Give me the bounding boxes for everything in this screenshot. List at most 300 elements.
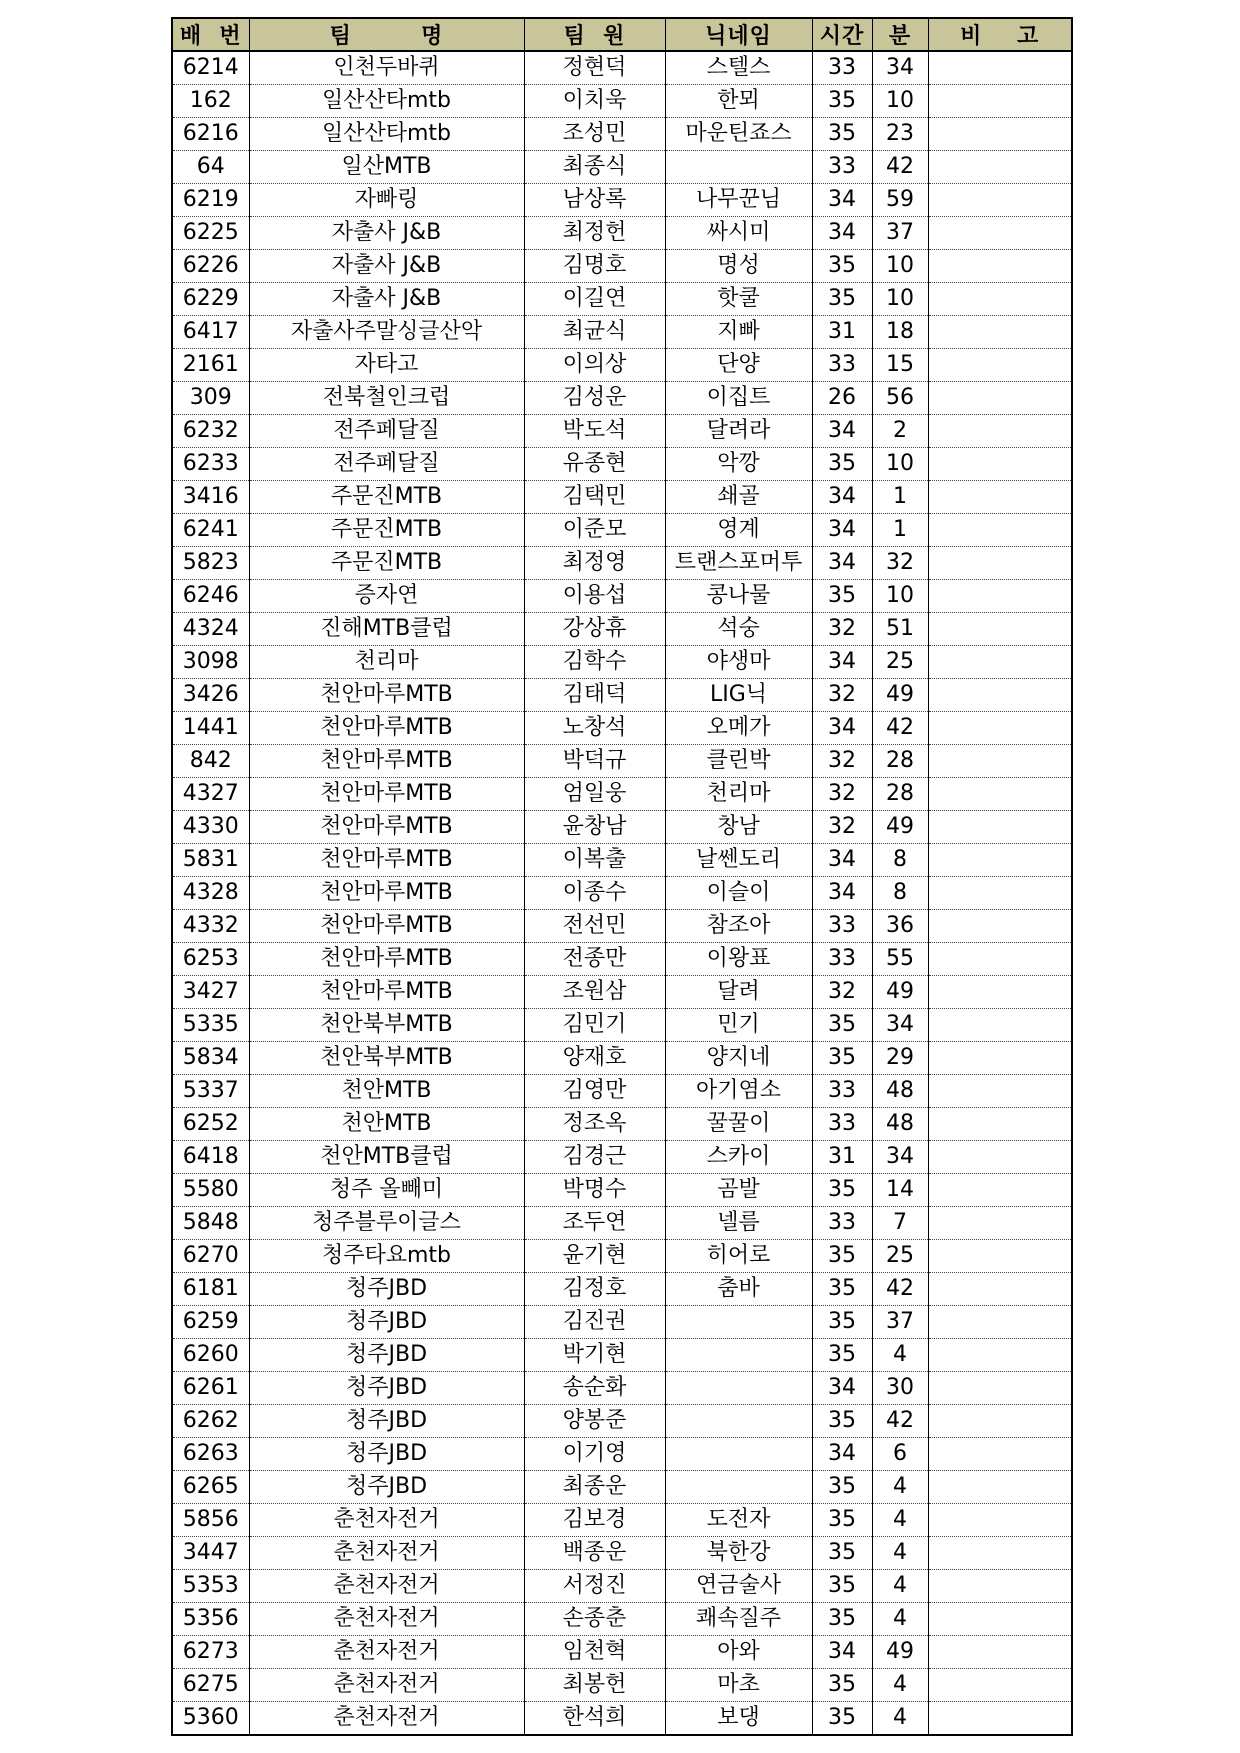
team-name-cell: 진해MTB클럽 bbox=[249, 613, 524, 646]
hours-cell: 35 bbox=[812, 1504, 872, 1537]
table-row bbox=[172, 679, 1072, 712]
table-row bbox=[172, 1504, 1072, 1537]
remarks-cell bbox=[928, 1702, 1072, 1736]
remarks-cell bbox=[928, 217, 1072, 250]
minutes-cell: 15 bbox=[872, 349, 928, 382]
remarks-cell bbox=[928, 712, 1072, 745]
member-cell: 김태덕 bbox=[524, 679, 665, 712]
remarks-cell bbox=[928, 943, 1072, 976]
member-cell: 엄일웅 bbox=[524, 778, 665, 811]
member-cell: 이치욱 bbox=[524, 85, 665, 118]
table-row bbox=[172, 877, 1072, 910]
table-row bbox=[172, 151, 1072, 184]
table-row bbox=[172, 1306, 1072, 1339]
table-row bbox=[172, 1537, 1072, 1570]
header-team-name: 팀 명 bbox=[249, 18, 524, 51]
bib-number-cell: 5848 bbox=[172, 1207, 249, 1240]
remarks-cell bbox=[928, 184, 1072, 217]
hours-cell: 32 bbox=[812, 613, 872, 646]
member-cell: 윤기현 bbox=[524, 1240, 665, 1273]
table-row bbox=[172, 514, 1072, 547]
remarks-cell bbox=[928, 1438, 1072, 1471]
nickname-cell: 북한강 bbox=[665, 1537, 812, 1570]
table-row bbox=[172, 1042, 1072, 1075]
hours-cell: 35 bbox=[812, 1603, 872, 1636]
bib-number-cell: 5360 bbox=[172, 1702, 249, 1736]
table-row bbox=[172, 349, 1072, 382]
nickname-cell: 마운틴죠스 bbox=[665, 118, 812, 151]
bib-number-cell: 6225 bbox=[172, 217, 249, 250]
bib-number-cell: 5834 bbox=[172, 1042, 249, 1075]
member-cell: 조원삼 bbox=[524, 976, 665, 1009]
hours-cell: 35 bbox=[812, 1471, 872, 1504]
bib-number-cell: 6216 bbox=[172, 118, 249, 151]
header-minutes: 분 bbox=[872, 18, 928, 51]
bib-number-cell: 6252 bbox=[172, 1108, 249, 1141]
results-table bbox=[171, 17, 1073, 1736]
minutes-cell: 42 bbox=[872, 1405, 928, 1438]
table-row bbox=[172, 415, 1072, 448]
table-row bbox=[172, 1603, 1072, 1636]
header-member: 팀 원 bbox=[524, 18, 665, 51]
minutes-cell: 10 bbox=[872, 85, 928, 118]
nickname-cell: 명성 bbox=[665, 250, 812, 283]
member-cell: 서정진 bbox=[524, 1570, 665, 1603]
table-row bbox=[172, 51, 1072, 85]
table-row bbox=[172, 1372, 1072, 1405]
remarks-cell bbox=[928, 448, 1072, 481]
minutes-cell: 42 bbox=[872, 151, 928, 184]
bib-number-cell: 5823 bbox=[172, 547, 249, 580]
team-name-cell: 주문진MTB bbox=[249, 547, 524, 580]
team-name-cell: 춘천자전거 bbox=[249, 1702, 524, 1736]
nickname-cell: 꿀꿀이 bbox=[665, 1108, 812, 1141]
table-row bbox=[172, 1471, 1072, 1504]
team-name-cell: 전주페달질 bbox=[249, 415, 524, 448]
minutes-cell: 8 bbox=[872, 877, 928, 910]
hours-cell: 35 bbox=[812, 1669, 872, 1702]
member-cell: 최정영 bbox=[524, 547, 665, 580]
minutes-cell: 1 bbox=[872, 481, 928, 514]
hours-cell: 35 bbox=[812, 1339, 872, 1372]
table-row bbox=[172, 1075, 1072, 1108]
bib-number-cell: 6241 bbox=[172, 514, 249, 547]
member-cell: 최종식 bbox=[524, 151, 665, 184]
hours-cell: 34 bbox=[812, 877, 872, 910]
minutes-cell: 7 bbox=[872, 1207, 928, 1240]
remarks-cell bbox=[928, 1174, 1072, 1207]
table-row bbox=[172, 778, 1072, 811]
table-row bbox=[172, 1636, 1072, 1669]
member-cell: 전선민 bbox=[524, 910, 665, 943]
hours-cell: 32 bbox=[812, 778, 872, 811]
nickname-cell bbox=[665, 1438, 812, 1471]
minutes-cell: 4 bbox=[872, 1702, 928, 1736]
remarks-cell bbox=[928, 646, 1072, 679]
hours-cell: 35 bbox=[812, 283, 872, 316]
minutes-cell: 4 bbox=[872, 1339, 928, 1372]
team-name-cell: 천안마루MTB bbox=[249, 976, 524, 1009]
minutes-cell: 4 bbox=[872, 1603, 928, 1636]
table-row bbox=[172, 316, 1072, 349]
member-cell: 김택민 bbox=[524, 481, 665, 514]
bib-number-cell: 4332 bbox=[172, 910, 249, 943]
member-cell: 이용섭 bbox=[524, 580, 665, 613]
member-cell: 최종운 bbox=[524, 1471, 665, 1504]
hours-cell: 34 bbox=[812, 712, 872, 745]
minutes-cell: 10 bbox=[872, 283, 928, 316]
member-cell: 송순화 bbox=[524, 1372, 665, 1405]
member-cell: 정현덕 bbox=[524, 51, 665, 85]
minutes-cell: 6 bbox=[872, 1438, 928, 1471]
table-row bbox=[172, 1669, 1072, 1702]
nickname-cell: 도전자 bbox=[665, 1504, 812, 1537]
table-row bbox=[172, 85, 1072, 118]
hours-cell: 35 bbox=[812, 1537, 872, 1570]
minutes-cell: 36 bbox=[872, 910, 928, 943]
nickname-cell: 악깡 bbox=[665, 448, 812, 481]
hours-cell: 32 bbox=[812, 745, 872, 778]
minutes-cell: 30 bbox=[872, 1372, 928, 1405]
hours-cell: 33 bbox=[812, 1108, 872, 1141]
bib-number-cell: 4324 bbox=[172, 613, 249, 646]
team-name-cell: 자빠링 bbox=[249, 184, 524, 217]
team-name-cell: 인천두바퀴 bbox=[249, 51, 524, 85]
bib-number-cell: 6275 bbox=[172, 1669, 249, 1702]
team-name-cell: 전주페달질 bbox=[249, 448, 524, 481]
minutes-cell: 29 bbox=[872, 1042, 928, 1075]
table-row bbox=[172, 448, 1072, 481]
minutes-cell: 49 bbox=[872, 976, 928, 1009]
nickname-cell bbox=[665, 1405, 812, 1438]
minutes-cell: 1 bbox=[872, 514, 928, 547]
member-cell: 김경근 bbox=[524, 1141, 665, 1174]
remarks-cell bbox=[928, 1636, 1072, 1669]
member-cell: 유종현 bbox=[524, 448, 665, 481]
team-name-cell: 천안MTB bbox=[249, 1108, 524, 1141]
nickname-cell: 콩나물 bbox=[665, 580, 812, 613]
team-name-cell: 청주블루이글스 bbox=[249, 1207, 524, 1240]
member-cell: 정조옥 bbox=[524, 1108, 665, 1141]
team-name-cell: 주문진MTB bbox=[249, 514, 524, 547]
remarks-cell bbox=[928, 547, 1072, 580]
hours-cell: 33 bbox=[812, 910, 872, 943]
hours-cell: 34 bbox=[812, 415, 872, 448]
hours-cell: 34 bbox=[812, 481, 872, 514]
member-cell: 윤창남 bbox=[524, 811, 665, 844]
nickname-cell: 스카이 bbox=[665, 1141, 812, 1174]
table-row bbox=[172, 646, 1072, 679]
bib-number-cell: 3426 bbox=[172, 679, 249, 712]
bib-number-cell: 6246 bbox=[172, 580, 249, 613]
remarks-cell bbox=[928, 679, 1072, 712]
remarks-cell bbox=[928, 283, 1072, 316]
team-name-cell: 천안마루MTB bbox=[249, 811, 524, 844]
remarks-cell bbox=[928, 877, 1072, 910]
minutes-cell: 51 bbox=[872, 613, 928, 646]
remarks-cell bbox=[928, 910, 1072, 943]
hours-cell: 35 bbox=[812, 1273, 872, 1306]
remarks-cell bbox=[928, 1471, 1072, 1504]
remarks-cell bbox=[928, 778, 1072, 811]
remarks-cell bbox=[928, 151, 1072, 184]
bib-number-cell: 6417 bbox=[172, 316, 249, 349]
remarks-cell bbox=[928, 580, 1072, 613]
bib-number-cell: 4328 bbox=[172, 877, 249, 910]
hours-cell: 35 bbox=[812, 1570, 872, 1603]
hours-cell: 31 bbox=[812, 1141, 872, 1174]
hours-cell: 35 bbox=[812, 250, 872, 283]
remarks-cell bbox=[928, 1009, 1072, 1042]
member-cell: 조두연 bbox=[524, 1207, 665, 1240]
remarks-cell bbox=[928, 976, 1072, 1009]
header-bib-number: 배 번 bbox=[172, 18, 249, 51]
remarks-cell bbox=[928, 844, 1072, 877]
member-cell: 노창석 bbox=[524, 712, 665, 745]
team-name-cell: 춘천자전거 bbox=[249, 1504, 524, 1537]
team-name-cell: 춘천자전거 bbox=[249, 1636, 524, 1669]
bib-number-cell: 162 bbox=[172, 85, 249, 118]
bib-number-cell: 6273 bbox=[172, 1636, 249, 1669]
team-name-cell: 일산산타mtb bbox=[249, 118, 524, 151]
hours-cell: 34 bbox=[812, 547, 872, 580]
team-name-cell: 자출사 J&B bbox=[249, 283, 524, 316]
nickname-cell: 달려 bbox=[665, 976, 812, 1009]
member-cell: 박덕규 bbox=[524, 745, 665, 778]
member-cell: 임천혁 bbox=[524, 1636, 665, 1669]
remarks-cell bbox=[928, 349, 1072, 382]
hours-cell: 32 bbox=[812, 679, 872, 712]
nickname-cell: 넬름 bbox=[665, 1207, 812, 1240]
member-cell: 강상휴 bbox=[524, 613, 665, 646]
team-name-cell: 춘천자전거 bbox=[249, 1537, 524, 1570]
table-row bbox=[172, 547, 1072, 580]
table-row bbox=[172, 1207, 1072, 1240]
hours-cell: 34 bbox=[812, 1636, 872, 1669]
nickname-cell: 지빠 bbox=[665, 316, 812, 349]
table-row bbox=[172, 184, 1072, 217]
minutes-cell: 18 bbox=[872, 316, 928, 349]
bib-number-cell: 5353 bbox=[172, 1570, 249, 1603]
member-cell: 조성민 bbox=[524, 118, 665, 151]
remarks-cell bbox=[928, 1075, 1072, 1108]
member-cell: 이길연 bbox=[524, 283, 665, 316]
minutes-cell: 42 bbox=[872, 1273, 928, 1306]
bib-number-cell: 6265 bbox=[172, 1471, 249, 1504]
hours-cell: 34 bbox=[812, 184, 872, 217]
bib-number-cell: 3098 bbox=[172, 646, 249, 679]
minutes-cell: 25 bbox=[872, 1240, 928, 1273]
member-cell: 박기현 bbox=[524, 1339, 665, 1372]
hours-cell: 35 bbox=[812, 1306, 872, 1339]
minutes-cell: 4 bbox=[872, 1504, 928, 1537]
nickname-cell: 야생마 bbox=[665, 646, 812, 679]
member-cell: 김학수 bbox=[524, 646, 665, 679]
bib-number-cell: 309 bbox=[172, 382, 249, 415]
remarks-cell bbox=[928, 51, 1072, 85]
minutes-cell: 10 bbox=[872, 580, 928, 613]
minutes-cell: 28 bbox=[872, 745, 928, 778]
nickname-cell: 나무꾼님 bbox=[665, 184, 812, 217]
minutes-cell: 55 bbox=[872, 943, 928, 976]
team-name-cell: 청주JBD bbox=[249, 1405, 524, 1438]
team-name-cell: 증자연 bbox=[249, 580, 524, 613]
nickname-cell bbox=[665, 151, 812, 184]
nickname-cell: 춤바 bbox=[665, 1273, 812, 1306]
table-row bbox=[172, 250, 1072, 283]
minutes-cell: 10 bbox=[872, 448, 928, 481]
team-name-cell: 청주JBD bbox=[249, 1306, 524, 1339]
nickname-cell: 이슬이 bbox=[665, 877, 812, 910]
member-cell: 이의상 bbox=[524, 349, 665, 382]
minutes-cell: 23 bbox=[872, 118, 928, 151]
nickname-cell: 양지네 bbox=[665, 1042, 812, 1075]
team-name-cell: 자출사주말싱글산악 bbox=[249, 316, 524, 349]
member-cell: 김정호 bbox=[524, 1273, 665, 1306]
table-row bbox=[172, 580, 1072, 613]
table-row bbox=[172, 1174, 1072, 1207]
member-cell: 백종운 bbox=[524, 1537, 665, 1570]
remarks-cell bbox=[928, 1240, 1072, 1273]
minutes-cell: 10 bbox=[872, 250, 928, 283]
table-row bbox=[172, 283, 1072, 316]
hours-cell: 35 bbox=[812, 448, 872, 481]
remarks-cell bbox=[928, 382, 1072, 415]
nickname-cell: 날쎈도리 bbox=[665, 844, 812, 877]
team-name-cell: 주문진MTB bbox=[249, 481, 524, 514]
nickname-cell: 이집트 bbox=[665, 382, 812, 415]
remarks-cell bbox=[928, 250, 1072, 283]
bib-number-cell: 4330 bbox=[172, 811, 249, 844]
minutes-cell: 14 bbox=[872, 1174, 928, 1207]
bib-number-cell: 64 bbox=[172, 151, 249, 184]
bib-number-cell: 6214 bbox=[172, 51, 249, 85]
hours-cell: 35 bbox=[812, 85, 872, 118]
team-name-cell: 청주JBD bbox=[249, 1438, 524, 1471]
nickname-cell: 스텔스 bbox=[665, 51, 812, 85]
header-remarks: 비 고 bbox=[928, 18, 1072, 51]
table-row bbox=[172, 1240, 1072, 1273]
nickname-cell: 마초 bbox=[665, 1669, 812, 1702]
table-row bbox=[172, 910, 1072, 943]
bib-number-cell: 6260 bbox=[172, 1339, 249, 1372]
hours-cell: 34 bbox=[812, 1438, 872, 1471]
minutes-cell: 34 bbox=[872, 1009, 928, 1042]
bib-number-cell: 6270 bbox=[172, 1240, 249, 1273]
minutes-cell: 59 bbox=[872, 184, 928, 217]
minutes-cell: 49 bbox=[872, 679, 928, 712]
minutes-cell: 28 bbox=[872, 778, 928, 811]
nickname-cell bbox=[665, 1339, 812, 1372]
bib-number-cell: 5580 bbox=[172, 1174, 249, 1207]
remarks-cell bbox=[928, 1372, 1072, 1405]
team-name-cell: 일산MTB bbox=[249, 151, 524, 184]
remarks-cell bbox=[928, 316, 1072, 349]
bib-number-cell: 3416 bbox=[172, 481, 249, 514]
member-cell: 남상록 bbox=[524, 184, 665, 217]
table-row bbox=[172, 1141, 1072, 1174]
bib-number-cell: 6233 bbox=[172, 448, 249, 481]
bib-number-cell: 6259 bbox=[172, 1306, 249, 1339]
member-cell: 김민기 bbox=[524, 1009, 665, 1042]
team-name-cell: 천안마루MTB bbox=[249, 745, 524, 778]
minutes-cell: 4 bbox=[872, 1471, 928, 1504]
remarks-cell bbox=[928, 1570, 1072, 1603]
member-cell: 박도석 bbox=[524, 415, 665, 448]
bib-number-cell: 6226 bbox=[172, 250, 249, 283]
minutes-cell: 42 bbox=[872, 712, 928, 745]
bib-number-cell: 6232 bbox=[172, 415, 249, 448]
minutes-cell: 4 bbox=[872, 1570, 928, 1603]
remarks-cell bbox=[928, 1504, 1072, 1537]
member-cell: 박명수 bbox=[524, 1174, 665, 1207]
remarks-cell bbox=[928, 514, 1072, 547]
bib-number-cell: 6229 bbox=[172, 283, 249, 316]
remarks-cell bbox=[928, 415, 1072, 448]
table-row bbox=[172, 1570, 1072, 1603]
table-row bbox=[172, 745, 1072, 778]
hours-cell: 32 bbox=[812, 811, 872, 844]
member-cell: 김보경 bbox=[524, 1504, 665, 1537]
hours-cell: 34 bbox=[812, 1372, 872, 1405]
table-row bbox=[172, 217, 1072, 250]
table-row bbox=[172, 1339, 1072, 1372]
team-name-cell: 천안마루MTB bbox=[249, 844, 524, 877]
hours-cell: 35 bbox=[812, 1405, 872, 1438]
nickname-cell: 쾌속질주 bbox=[665, 1603, 812, 1636]
team-name-cell: 청주JBD bbox=[249, 1273, 524, 1306]
member-cell: 이준모 bbox=[524, 514, 665, 547]
hours-cell: 33 bbox=[812, 151, 872, 184]
table-row bbox=[172, 613, 1072, 646]
bib-number-cell: 6263 bbox=[172, 1438, 249, 1471]
hours-cell: 33 bbox=[812, 943, 872, 976]
member-cell: 이기영 bbox=[524, 1438, 665, 1471]
minutes-cell: 48 bbox=[872, 1075, 928, 1108]
table-row bbox=[172, 976, 1072, 1009]
remarks-cell bbox=[928, 1306, 1072, 1339]
nickname-cell: 트랜스포머투 bbox=[665, 547, 812, 580]
hours-cell: 33 bbox=[812, 51, 872, 85]
bib-number-cell: 5356 bbox=[172, 1603, 249, 1636]
hours-cell: 35 bbox=[812, 1009, 872, 1042]
team-name-cell: 천안북부MTB bbox=[249, 1009, 524, 1042]
nickname-cell: 핫쿨 bbox=[665, 283, 812, 316]
hours-cell: 33 bbox=[812, 1207, 872, 1240]
bib-number-cell: 5337 bbox=[172, 1075, 249, 1108]
table-row bbox=[172, 1108, 1072, 1141]
nickname-cell: LIG닉 bbox=[665, 679, 812, 712]
hours-cell: 35 bbox=[812, 1174, 872, 1207]
team-name-cell: 천안마루MTB bbox=[249, 877, 524, 910]
member-cell: 최균식 bbox=[524, 316, 665, 349]
bib-number-cell: 1441 bbox=[172, 712, 249, 745]
team-name-cell: 청주JBD bbox=[249, 1372, 524, 1405]
nickname-cell: 아기염소 bbox=[665, 1075, 812, 1108]
table-body bbox=[172, 51, 1072, 1735]
member-cell: 이복출 bbox=[524, 844, 665, 877]
hours-cell: 26 bbox=[812, 382, 872, 415]
team-name-cell: 청주JBD bbox=[249, 1471, 524, 1504]
team-name-cell: 천안마루MTB bbox=[249, 910, 524, 943]
member-cell: 최봉헌 bbox=[524, 1669, 665, 1702]
team-name-cell: 청주 올빼미 bbox=[249, 1174, 524, 1207]
header-nickname: 닉네임 bbox=[665, 18, 812, 51]
nickname-cell bbox=[665, 1306, 812, 1339]
minutes-cell: 37 bbox=[872, 217, 928, 250]
hours-cell: 35 bbox=[812, 580, 872, 613]
bib-number-cell: 6418 bbox=[172, 1141, 249, 1174]
